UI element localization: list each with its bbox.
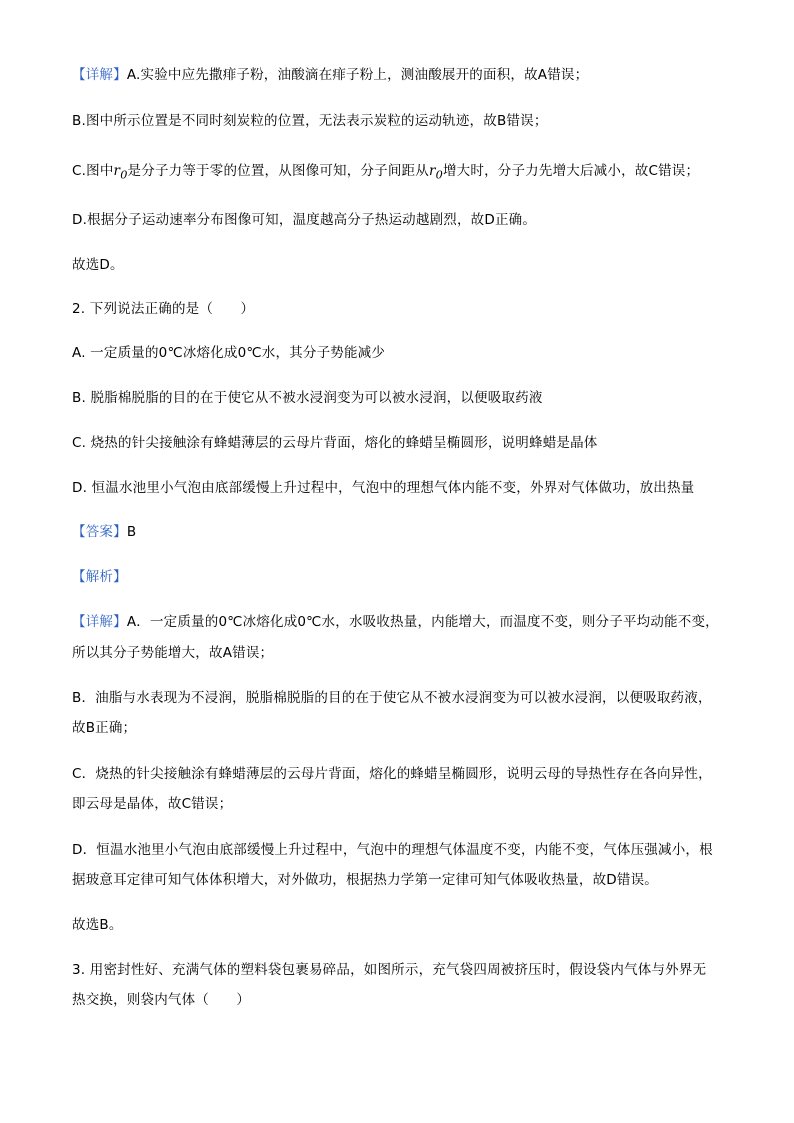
line-text: 2. 下列说法正确的是（ ）	[72, 301, 255, 317]
analysis-heading-q2	[72, 567, 722, 587]
question-2-stem	[72, 299, 722, 319]
question-2-option-a	[72, 343, 722, 363]
line-text: A. 一定质量的0℃冰熔化成0℃水，其分子势能减少	[72, 345, 386, 361]
line-text: D. 恒温水池里小气泡由底部缓慢上升过程中，气泡中的理想气体内能不变，外界对气体做功，放出热量	[72, 480, 695, 496]
question-2-option-b	[72, 388, 722, 408]
question-3-stem-line2	[72, 990, 722, 1010]
conclusion-line-q1	[72, 255, 722, 275]
line-text-mid: 是分子力等于零的位置，从图像可知，分子间距从	[127, 163, 429, 179]
line-text: B.图中所示位置是不同时刻炭粒的位置，无法表示炭粒的运动轨迹，故B错误；	[72, 113, 548, 129]
line-text-post: 增大时，分子力先增大后减小，故C错误；	[442, 163, 700, 179]
line-text: C. 烧热的针尖接触涂有蜂蜡薄层的云母片背面，熔化的蜂蜡呈椭圆形，说明蜂蜡是晶体	[72, 435, 598, 451]
explanation-line-q2-c2	[72, 794, 722, 814]
explanation-line-q2-a1	[72, 612, 722, 632]
answer-value: B	[126, 524, 137, 540]
line-text: 即云母是晶体，故C错误；	[72, 796, 233, 812]
explanation-line-q2-d1	[72, 840, 722, 860]
line-text: 所以其分子势能增大，故A错误；	[72, 645, 274, 661]
line-text: A.实验中应先撒痱子粉，油酸滴在痱子粉上，测油酸展开的面积，故A错误；	[126, 67, 589, 83]
explanation-line-q2-d2	[72, 870, 722, 890]
line-text: B. 脱脂棉脱脂的目的在于使它从不被水浸润变为可以被水浸润，以便吸取药液	[72, 390, 543, 406]
explanation-line-q2-b2	[72, 718, 722, 738]
answer-line-q2	[72, 522, 722, 542]
line-text: 热交换，则袋内气体（ ）	[72, 992, 251, 1008]
explanation-line-q1-c	[72, 161, 722, 186]
line-text: D.根据分子运动速率分布图像可知，温度越高分子热运动越剧烈，故D正确。	[72, 212, 537, 228]
detail-tag: 【详解】	[72, 67, 127, 83]
detail-tag: 【详解】	[72, 614, 127, 630]
explanation-line-q1-a	[72, 65, 722, 85]
line-text: C．烧热的针尖接触涂有蜂蜡薄层的云母片背面，熔化的蜂蜡呈椭圆形，说明云母的导热性存在各向异性，	[72, 766, 712, 782]
explanation-line-q2-a2	[72, 643, 722, 663]
line-text: 据玻意耳定律可知气体体积增大，对外做功，根据热力学第一定律可知气体吸收热量，故D错误。	[72, 872, 658, 888]
explanation-line-q1-b	[72, 111, 722, 131]
question-2-option-d	[72, 478, 722, 498]
line-text: 故选D。	[72, 257, 124, 273]
question-2-option-c	[72, 433, 722, 453]
question-3-stem-line1	[72, 960, 722, 980]
answer-tag: 【答案】	[72, 524, 127, 540]
line-text: 故选B。	[72, 917, 123, 933]
line-text: A．一定质量的0℃冰熔化成0℃水，水吸收热量，内能增大，而温度不变，则分子平均动能不变，	[126, 614, 719, 630]
line-text-pre: C.图中	[72, 163, 114, 179]
r0-symbol: $r_0$	[428, 163, 443, 182]
r0-symbol: $r_0$	[113, 163, 128, 182]
explanation-line-q2-c1	[72, 764, 722, 784]
line-text: D．恒温水池里小气泡由底部缓慢上升过程中，气泡中的理想气体温度不变，内能不变，气体压强减小，根	[72, 842, 713, 858]
conclusion-line-q2	[72, 915, 722, 935]
explanation-line-q1-d	[72, 210, 722, 230]
line-text: 故B正确；	[72, 720, 137, 736]
explanation-line-q2-b1	[72, 688, 722, 708]
line-text: 3. 用密封性好、充满气体的塑料袋包裹易碎品，如图所示，充气袋四周被挤压时，假设袋内气体与外界无	[72, 962, 707, 978]
line-text: B．油脂与水表现为不浸润，脱脂棉脱脂的目的在于使它从不被水浸润变为可以被水浸润，以便吸取药液，	[72, 690, 712, 706]
analysis-tag: 【解析】	[72, 569, 127, 585]
